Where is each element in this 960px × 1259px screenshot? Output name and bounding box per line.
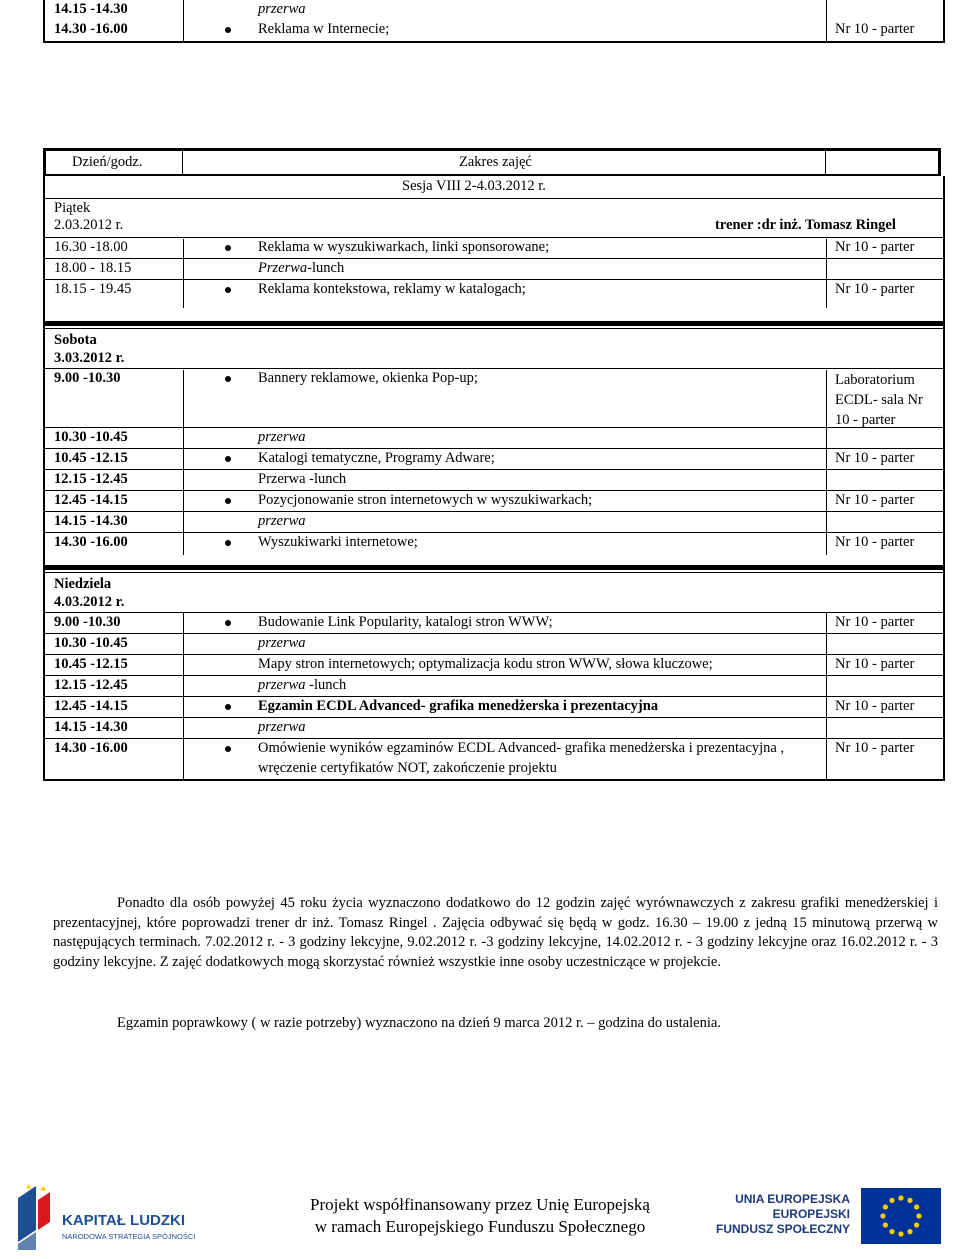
- cofinancing-note: [240, 1194, 720, 1238]
- room-cell: Nr 10 - parter: [835, 492, 915, 508]
- kl-logo-title: KAPITAŁ LUDZKI: [62, 1212, 186, 1229]
- room-cell: Nr 10 - parter: [835, 239, 915, 255]
- desc-cell: Przerwa -lunch: [258, 471, 347, 487]
- desc-cell: przerwa: [258, 635, 306, 651]
- table-row: [45, 20, 943, 41]
- time-cell: 14.15 -14.30: [54, 719, 128, 735]
- section-divider: [45, 565, 943, 570]
- table-row: [45, 369, 943, 427]
- desc-cell: Egzamin ECDL Advanced- grafika menedżerska i prezentacyjna: [258, 698, 659, 714]
- bullet-icon: [225, 704, 231, 710]
- table-row: [45, 280, 943, 308]
- time-cell: 18.15 - 19.45: [54, 281, 132, 297]
- day-name: Sobota: [54, 332, 97, 348]
- desc-cell: Reklama w wyszukiwarkach, linki sponsorowane;: [258, 239, 550, 255]
- time-cell: 10.45 -12.15: [54, 450, 128, 466]
- table-row: [45, 491, 943, 511]
- time-cell: 12.15 -12.45: [54, 677, 128, 693]
- session-row: [45, 176, 943, 198]
- room-cell: Nr 10 - parter: [835, 740, 915, 756]
- trainer: trener :dr inż. Tomasz Ringel: [715, 217, 896, 233]
- desc-cell: przerwa: [258, 719, 306, 735]
- bullet-icon: [225, 746, 231, 752]
- desc-cell: Budowanie Link Popularity, katalogi stron WWW;: [258, 614, 553, 630]
- session-title: Sesja VIII 2-4.03.2012 r.: [402, 178, 546, 194]
- time-cell: 14.15 -14.30: [54, 513, 128, 529]
- desc-italic: Przerwa: [258, 260, 308, 276]
- desc-cell: Wyszukiwarki internetowe;: [258, 534, 418, 550]
- desc-cell: Bannery reklamowe, okienka Pop-up;: [258, 370, 478, 386]
- desc-cell: Omówienie wyników egzaminów ECDL Advanced- grafika menedżerska i prezentacyjna , wręczenie certyfikatów NOT, zakończenie projektu: [258, 740, 785, 776]
- top-table: [43, 0, 945, 43]
- table-row: [45, 428, 943, 448]
- desc-cell: Przerwa-lunch: [258, 260, 345, 276]
- desc-suffix: -lunch: [305, 677, 347, 693]
- desc-cell: przerwa: [258, 513, 306, 529]
- eu-logo-line3: FUNDUSZ SPOŁECZNY: [715, 1222, 850, 1236]
- bullet-icon: [225, 245, 231, 251]
- cofinancing-line2: w ramach Europejskiego Funduszu Społecznego: [314, 1217, 646, 1236]
- header-scope: Zakres zajęć: [459, 154, 532, 170]
- header-row: [43, 148, 941, 176]
- table-row: [45, 449, 943, 469]
- room-cell: Nr 10 - parter: [835, 656, 915, 672]
- friday-block: [45, 199, 943, 308]
- time-cell: 10.45 -12.15: [54, 656, 128, 672]
- desc-italic: przerwa: [258, 677, 306, 693]
- room-cell: Laboratorium ECDL- sala Nr 10 - parter: [835, 372, 923, 428]
- time-cell: 9.00 -10.30: [54, 614, 121, 630]
- table-row: [45, 512, 943, 532]
- eu-logo-line2: EUROPEJSKI: [772, 1207, 850, 1221]
- bullet-icon: [225, 456, 231, 462]
- day-name: Niedziela: [54, 576, 112, 592]
- day-date: 2.03.2012 r.: [54, 217, 124, 233]
- schedule-table: [43, 176, 945, 781]
- desc-cell: Reklama w Internecie;: [258, 21, 390, 37]
- time-cell: 14.30 -16.00: [54, 740, 128, 756]
- time-cell: 12.45 -14.15: [54, 492, 128, 508]
- desc-cell: Pozycjonowanie stron internetowych w wyszukiwarkach;: [258, 492, 593, 508]
- kl-logo-subtitle: NARODOWA STRATEGIA SPÓJNOŚCI: [62, 1232, 196, 1241]
- desc-cell: przerwa: [258, 429, 306, 445]
- time-cell: 9.00 -10.30: [54, 370, 121, 386]
- time-cell: 10.30 -10.45: [54, 429, 128, 445]
- bullet-icon: [225, 540, 231, 546]
- day-name: Piątek: [54, 200, 91, 216]
- kapital-ludzki-emblem-icon: [14, 1182, 54, 1252]
- time-cell: 12.15 -12.45: [54, 471, 128, 487]
- desc-cell: Mapy stron internetowych; optymalizacja kodu stron WWW, słowa kluczowe;: [258, 656, 713, 672]
- table-row: [45, 470, 943, 490]
- kapital-ludzki-logo: [14, 1182, 224, 1252]
- table-row: [45, 259, 943, 279]
- time-cell: 14.30 -16.00: [54, 21, 128, 37]
- table-row: [45, 718, 943, 738]
- retake-exam-paragraph: Egzamin poprawkowy ( w razie potrzeby) wyznaczono na dzień 9 marca 2012 r. – godzina do ustalenia.: [117, 1015, 721, 1031]
- room-cell: Nr 10 - parter: [835, 450, 915, 466]
- room-cell: Nr 10 - parter: [835, 614, 915, 630]
- room-cell: Nr 10 - parter: [835, 534, 915, 550]
- sunday-block: [45, 573, 943, 779]
- table-row: [45, 613, 943, 633]
- table-row: [45, 739, 943, 779]
- table-row: [45, 238, 943, 258]
- desc-cell: przerwa: [258, 1, 306, 17]
- room-cell: Nr 10 - parter: [835, 21, 915, 37]
- bullet-icon: [225, 376, 231, 382]
- eu-logo: [695, 1182, 947, 1254]
- additional-info-paragraph: Ponadto dla osób powyżej 45 roku życia wyznaczono dodatkowo do 12 godzin zajęć wyrównawczych z zakresu grafiki menedżerskiej i prezentacyjnej, które poprowadzi trener dr inż. Tomasz Ringel . Zajęcia odbywać się będą w godz. 16.30 – 19.00 z jedną 15 minutową przerwą w następujących terminach. 7.02.2012 r. - 3 godziny lekcyjne, 9.02.2012 r. -3 godziny lekcyjne, 14.02.2012 r. - 3 godziny lekcyjne oraz 16.02.2012 r. - 3 godziny lekcyjne. Z zajęć dodatkowych mogą skorzystać również wszystkie inne osoby uczestniczące w projekcie.: [53, 895, 938, 970]
- desc-cell: Reklama kontekstowa, reklamy w katalogach;: [258, 281, 526, 297]
- bullet-icon: [225, 287, 231, 293]
- table-row: [45, 655, 943, 675]
- eu-logo-line1: UNIA EUROPEJSKA: [735, 1192, 850, 1206]
- saturday-block: [45, 329, 943, 555]
- room-cell: Nr 10 - parter: [835, 698, 915, 714]
- section-divider: [45, 321, 943, 326]
- room-cell: Nr 10 - parter: [835, 281, 915, 297]
- bullet-icon: [225, 620, 231, 626]
- desc-cell: [258, 677, 346, 694]
- cofinancing-line1: Projekt współfinansowany przez Unię Europejską: [310, 1195, 650, 1214]
- bullet-icon: [225, 498, 231, 504]
- table-row: [45, 0, 943, 20]
- time-cell: 14.15 -14.30: [54, 1, 128, 17]
- eu-flag-icon: [861, 1188, 941, 1244]
- table-row: [45, 697, 943, 717]
- bullet-icon: [225, 27, 231, 33]
- day-date: 3.03.2012 r.: [54, 350, 125, 366]
- table-row: [45, 676, 943, 696]
- time-cell: 10.30 -10.45: [54, 635, 128, 651]
- table-row: [45, 533, 943, 555]
- footer: [0, 1176, 960, 1259]
- time-cell: 16.30 -18.00: [54, 239, 128, 255]
- time-cell: 12.45 -14.15: [54, 698, 128, 714]
- desc-cell: Katalogi tematyczne, Programy Adware;: [258, 450, 495, 466]
- header-day: Dzień/godz.: [72, 154, 143, 170]
- time-cell: 18.00 - 18.15: [54, 260, 132, 276]
- day-date: 4.03.2012 r.: [54, 594, 125, 610]
- table-row: [45, 634, 943, 654]
- time-cell: 14.30 -16.00: [54, 534, 128, 550]
